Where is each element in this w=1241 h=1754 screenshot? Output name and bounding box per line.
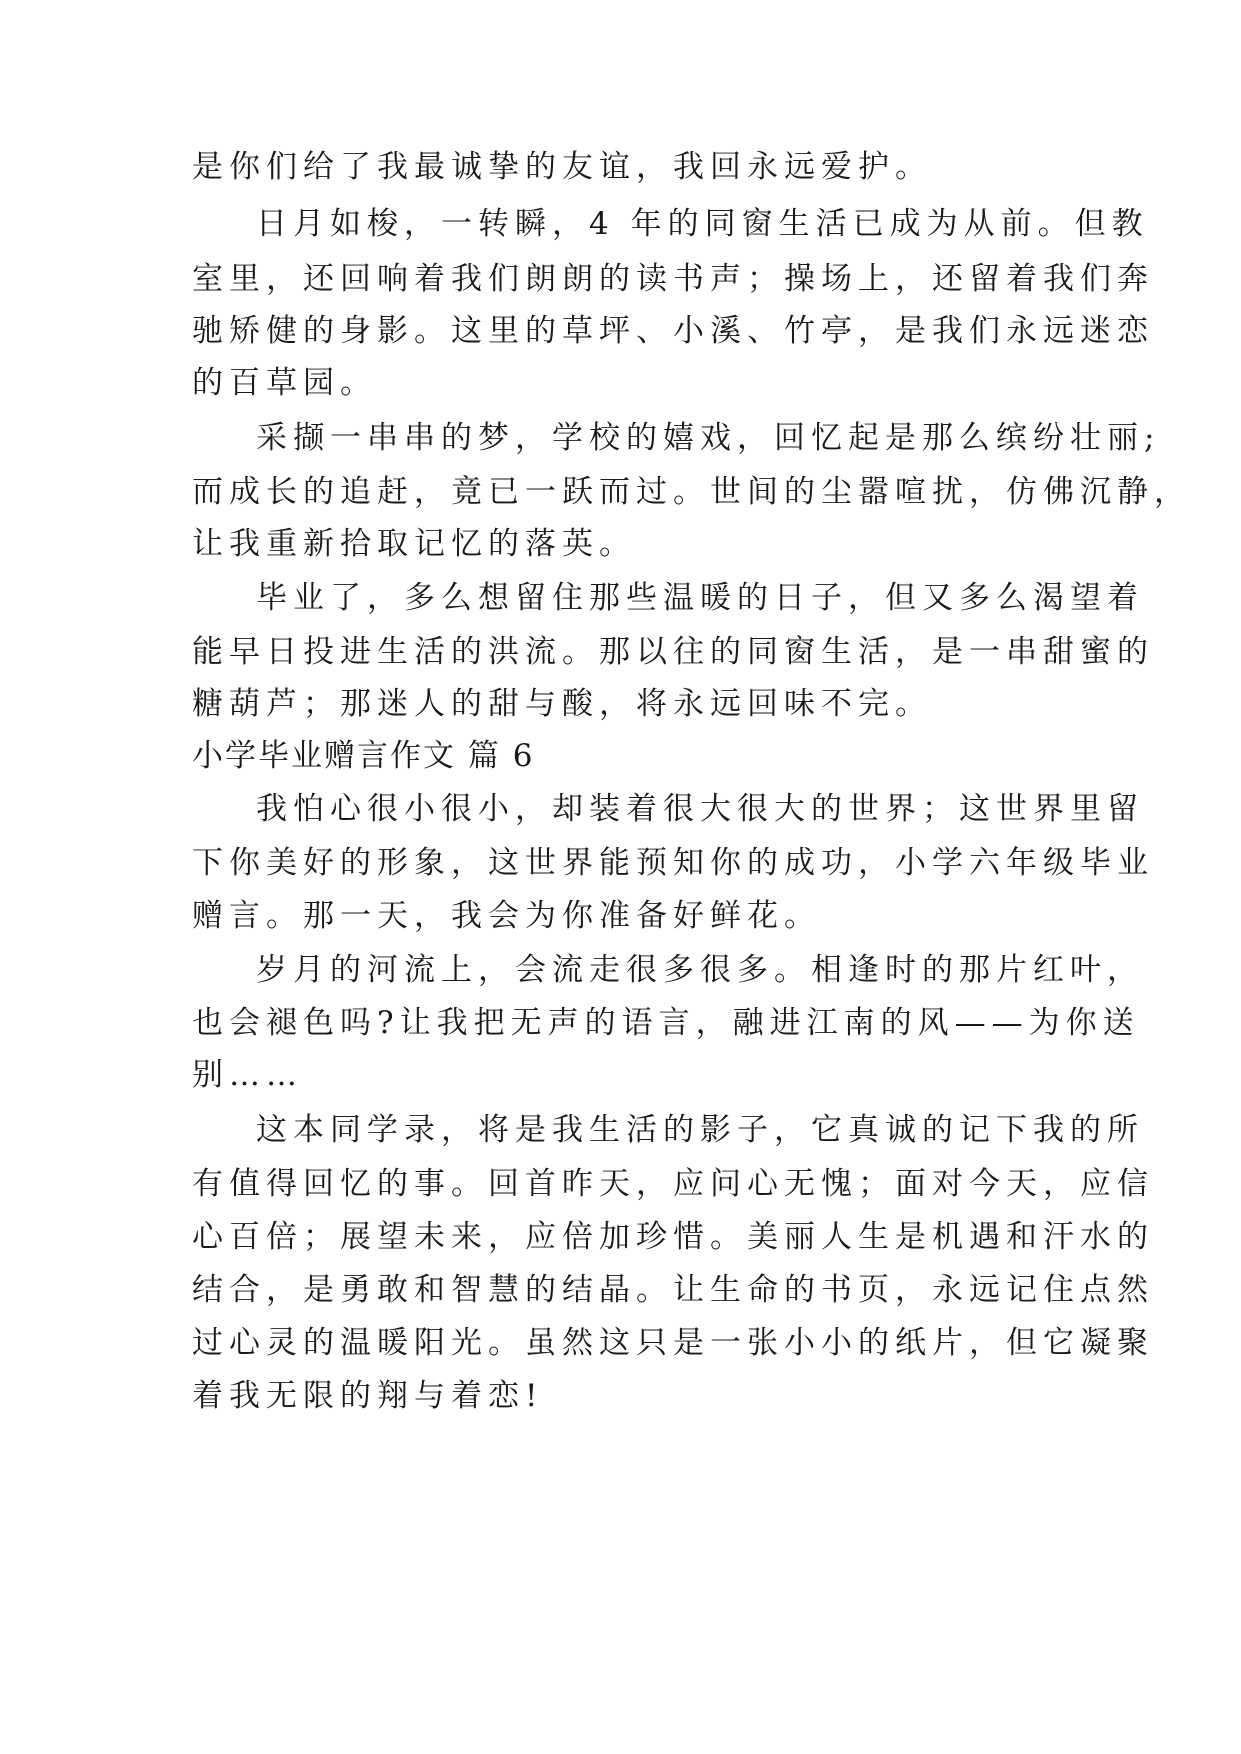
paragraph-start: 采撷一串串的梦，学校的嬉戏，回忆起是那么缤纷壮丽;	[256, 420, 1161, 456]
paragraph-start: 日月如梭，一转瞬，4 年的同窗生活已成为从前。但教	[256, 206, 1149, 242]
text-line: 过心灵的温暖阳光。虽然这只是一张小小的纸片，但它凝聚	[192, 1325, 1154, 1361]
section-heading: 小学毕业赠言作文 篇 6	[192, 738, 535, 774]
text-line: 赠言。那一天，我会为你准备好鲜花。	[192, 898, 821, 934]
text-line: 下你美好的形象，这世界能预知你的成功，小学六年级毕业	[192, 845, 1154, 881]
text-line: 室里，还回响着我们朗朗的读书声；操场上，还留着我们奔	[192, 261, 1154, 297]
text-line: 的百草园。	[192, 365, 377, 401]
text-line: 驰矫健的身影。这里的草坪、小溪、竹亭，是我们永远迷恋	[192, 313, 1154, 349]
text-line: 有值得回忆的事。回首昨天，应问心无愧；面对今天，应信	[192, 1166, 1154, 1202]
text-line: 也会褪色吗?让我把无声的语言，融进江南的风——为你送	[192, 1005, 1140, 1041]
paragraph-start: 毕业了，多么想留住那些温暖的日子，但又多么渴望着	[256, 580, 1144, 616]
text-line: 而成长的追赶，竟已一跃而过。世间的尘嚣喧扰，仿佛沉静，	[192, 474, 1191, 510]
text-line: 是你们给了我最诚挚的友谊，我回永远爱护。	[192, 149, 932, 185]
text-line: 着我无限的翔与着恋!	[192, 1378, 544, 1414]
text-line: 别……	[192, 1057, 303, 1093]
paragraph-start: 这本同学录，将是我生活的影子，它真诚的记下我的所	[256, 1112, 1144, 1148]
text-line: 糖葫芦；那迷人的甜与酸，将永远回味不完。	[192, 686, 932, 722]
text-line: 心百倍；展望未来，应倍加珍惜。美丽人生是机遇和汗水的	[192, 1219, 1154, 1255]
paragraph-start: 我怕心很小很小，却装着很大很大的世界；这世界里留	[256, 791, 1144, 827]
paragraph-start: 岁月的河流上，会流走很多很多。相逢时的那片红叶，	[256, 952, 1144, 988]
text-line: 让我重新拾取记忆的落英。	[192, 526, 636, 562]
text-line: 能早日投进生活的洪流。那以往的同窗生活，是一串甜蜜的	[192, 634, 1154, 670]
text-line: 结合，是勇敢和智慧的结晶。让生命的书页，永远记住点然	[192, 1272, 1154, 1308]
